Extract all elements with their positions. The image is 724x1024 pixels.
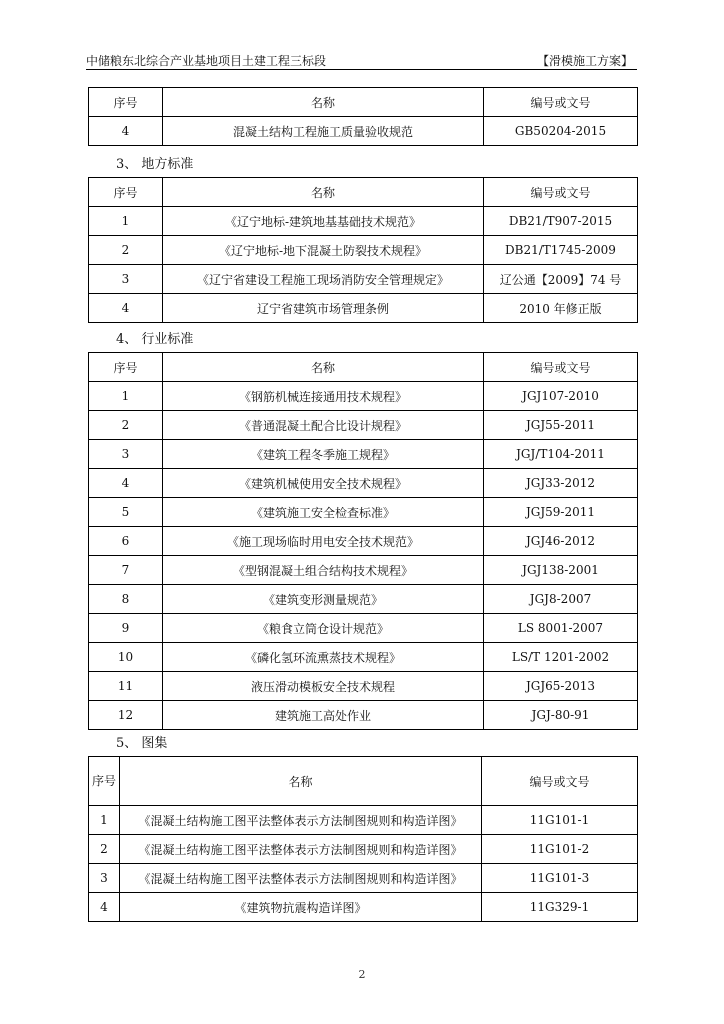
row-number: 5 bbox=[89, 498, 163, 527]
standard-code: GB50204-2015 bbox=[484, 117, 638, 146]
standard-code: 2010 年修正版 bbox=[484, 294, 638, 323]
section-heading-local: 3、 地方标准 bbox=[116, 157, 194, 172]
row-number: 10 bbox=[89, 643, 163, 672]
standard-name: 《型钢混凝土组合结构技术规程》 bbox=[163, 556, 484, 585]
column-header: 序号 bbox=[89, 178, 163, 207]
standard-name: 《辽宁地标-地下混凝土防裂技术规程》 bbox=[163, 236, 484, 265]
standard-code: JGJ107-2010 bbox=[484, 382, 638, 411]
standard-name: 《辽宁省建设工程施工现场消防安全管理规定》 bbox=[163, 265, 484, 294]
column-header: 编号或文号 bbox=[482, 757, 638, 806]
table-header-row bbox=[89, 757, 638, 806]
row-number: 4 bbox=[89, 469, 163, 498]
table-row bbox=[89, 236, 638, 265]
table-row bbox=[89, 835, 638, 864]
standard-name: 《建筑工程冬季施工规程》 bbox=[163, 440, 484, 469]
standard-name: 建筑施工高处作业 bbox=[163, 701, 484, 730]
row-number: 1 bbox=[89, 207, 163, 236]
industry-standards-table bbox=[88, 352, 638, 730]
row-number: 1 bbox=[89, 806, 120, 835]
atlas-code: 11G101-3 bbox=[482, 864, 638, 893]
header-divider bbox=[86, 69, 637, 70]
standard-code: JGJ55-2011 bbox=[484, 411, 638, 440]
table-row bbox=[89, 614, 638, 643]
table-row bbox=[89, 864, 638, 893]
standard-code: JGJ/T104-2011 bbox=[484, 440, 638, 469]
column-header: 名称 bbox=[163, 353, 484, 382]
standard-code: LS/T 1201-2002 bbox=[484, 643, 638, 672]
table-row bbox=[89, 294, 638, 323]
atlas-table bbox=[88, 756, 638, 922]
table-row bbox=[89, 207, 638, 236]
standard-name: 液压滑动模板安全技术规程 bbox=[163, 672, 484, 701]
column-header: 编号或文号 bbox=[484, 353, 638, 382]
page-number: 2 bbox=[358, 968, 366, 981]
atlas-name: 《混凝土结构施工图平法整体表示方法制图规则和构造详图》 bbox=[120, 864, 482, 893]
column-header: 编号或文号 bbox=[484, 178, 638, 207]
standard-code: DB21/T907-2015 bbox=[484, 207, 638, 236]
table-row bbox=[89, 701, 638, 730]
table-row bbox=[89, 265, 638, 294]
table-row bbox=[89, 556, 638, 585]
standard-name: 《普通混凝土配合比设计规程》 bbox=[163, 411, 484, 440]
column-header: 序号 bbox=[89, 88, 163, 117]
column-header: 名称 bbox=[120, 757, 482, 806]
table-header-row bbox=[89, 178, 638, 207]
table-row bbox=[89, 498, 638, 527]
standard-name: 混凝土结构工程施工质量验收规范 bbox=[163, 117, 484, 146]
page-header bbox=[86, 48, 637, 70]
standard-name: 《建筑变形测量规范》 bbox=[163, 585, 484, 614]
table-row bbox=[89, 382, 638, 411]
table-row bbox=[89, 672, 638, 701]
table-row bbox=[89, 469, 638, 498]
local-standards-table bbox=[88, 177, 638, 323]
row-number: 7 bbox=[89, 556, 163, 585]
standard-code: LS 8001-2007 bbox=[484, 614, 638, 643]
standard-code: JGJ59-2011 bbox=[484, 498, 638, 527]
atlas-code: 11G329-1 bbox=[482, 893, 638, 922]
section-heading-industry: 4、 行业标准 bbox=[116, 332, 194, 347]
table-row bbox=[89, 643, 638, 672]
column-header: 名称 bbox=[163, 178, 484, 207]
atlas-code: 11G101-2 bbox=[482, 835, 638, 864]
table-header-row bbox=[89, 353, 638, 382]
column-header: 序号 bbox=[89, 757, 120, 806]
standard-code: JGJ8-2007 bbox=[484, 585, 638, 614]
row-number: 1 bbox=[89, 382, 163, 411]
column-header: 名称 bbox=[163, 88, 484, 117]
section-heading-atlas: 5、 图集 bbox=[116, 736, 168, 751]
project-title: 中储粮东北综合产业基地项目土建工程三标段 bbox=[86, 54, 327, 68]
row-number: 4 bbox=[89, 117, 163, 146]
row-number: 2 bbox=[89, 236, 163, 265]
atlas-name: 《混凝土结构施工图平法整体表示方法制图规则和构造详图》 bbox=[120, 806, 482, 835]
row-number: 4 bbox=[89, 294, 163, 323]
row-number: 3 bbox=[89, 864, 120, 893]
atlas-name: 《混凝土结构施工图平法整体表示方法制图规则和构造详图》 bbox=[120, 835, 482, 864]
standards-table-continued bbox=[88, 87, 638, 146]
row-number: 12 bbox=[89, 701, 163, 730]
row-number: 11 bbox=[89, 672, 163, 701]
standard-code: JGJ33-2012 bbox=[484, 469, 638, 498]
atlas-code: 11G101-1 bbox=[482, 806, 638, 835]
table-row bbox=[89, 806, 638, 835]
standard-name: 《施工现场临时用电安全技术规范》 bbox=[163, 527, 484, 556]
row-number: 3 bbox=[89, 440, 163, 469]
table-row bbox=[89, 585, 638, 614]
table-row bbox=[89, 893, 638, 922]
atlas-name: 《建筑物抗震构造详图》 bbox=[120, 893, 482, 922]
document-type: 【滑模施工方案】 bbox=[536, 54, 633, 68]
standard-code: JGJ46-2012 bbox=[484, 527, 638, 556]
standard-code: JGJ138-2001 bbox=[484, 556, 638, 585]
row-number: 2 bbox=[89, 411, 163, 440]
row-number: 4 bbox=[89, 893, 120, 922]
standard-name: 辽宁省建筑市场管理条例 bbox=[163, 294, 484, 323]
table-row bbox=[89, 411, 638, 440]
standard-name: 《辽宁地标-建筑地基基础技术规范》 bbox=[163, 207, 484, 236]
column-header: 序号 bbox=[89, 353, 163, 382]
row-number: 8 bbox=[89, 585, 163, 614]
standard-name: 《粮食立筒仓设计规范》 bbox=[163, 614, 484, 643]
row-number: 3 bbox=[89, 265, 163, 294]
standard-code: DB21/T1745-2009 bbox=[484, 236, 638, 265]
table-row bbox=[89, 440, 638, 469]
row-number: 6 bbox=[89, 527, 163, 556]
column-header: 编号或文号 bbox=[484, 88, 638, 117]
table-row bbox=[89, 117, 638, 146]
table-header-row bbox=[89, 88, 638, 117]
standard-code: JGJ-80-91 bbox=[484, 701, 638, 730]
row-number: 9 bbox=[89, 614, 163, 643]
row-number: 2 bbox=[89, 835, 120, 864]
table-row bbox=[89, 527, 638, 556]
standard-name: 《钢筋机械连接通用技术规程》 bbox=[163, 382, 484, 411]
standard-code: JGJ65-2013 bbox=[484, 672, 638, 701]
standard-code: 辽公通【2009】74 号 bbox=[484, 265, 638, 294]
standard-name: 《建筑施工安全检查标准》 bbox=[163, 498, 484, 527]
standard-name: 《磷化氢环流熏蒸技术规程》 bbox=[163, 643, 484, 672]
standard-name: 《建筑机械使用安全技术规程》 bbox=[163, 469, 484, 498]
